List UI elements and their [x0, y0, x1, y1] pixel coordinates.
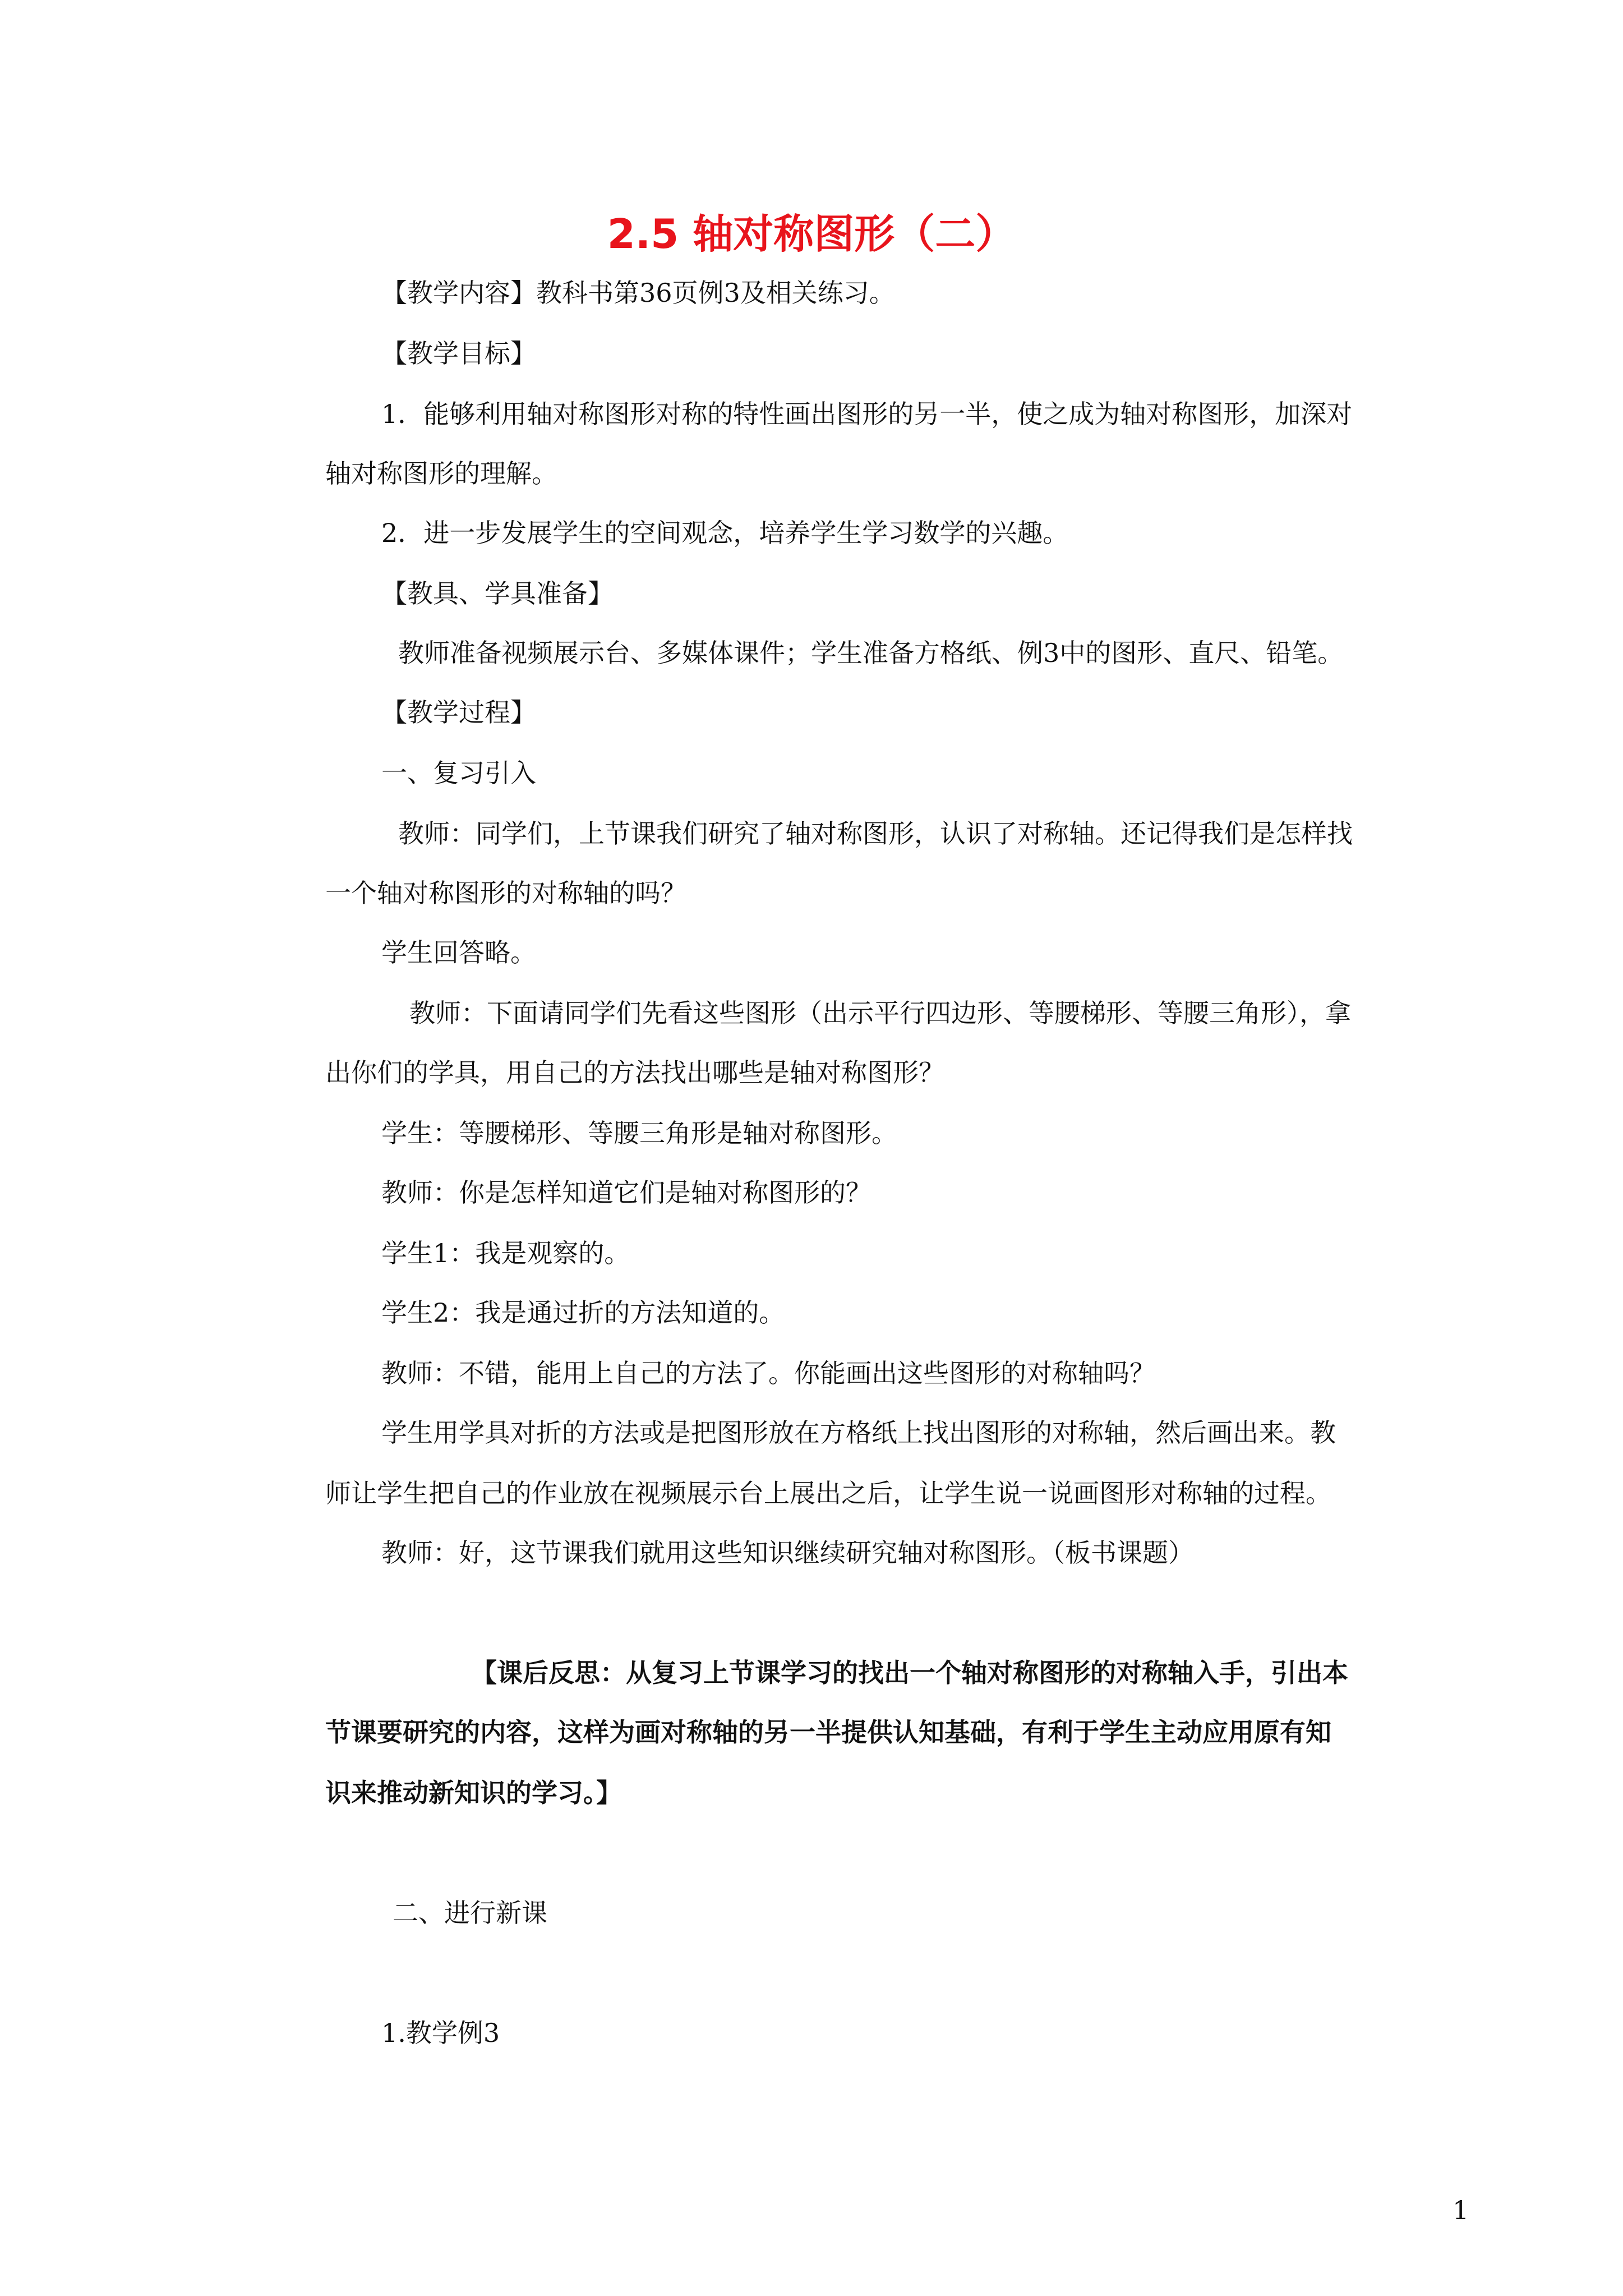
- teacher-line-2: 教师：下面请同学们先看这些图形（出示平行四边形、等腰梯形、等腰三角形），拿: [409, 998, 1351, 1028]
- materials-text: 教师准备视频展示台、多媒体课件；学生准备方格纸、例3中的图形、直尺、铅笔。: [398, 638, 1344, 668]
- section-materials-heading: 【教具、学具准备】: [381, 578, 614, 609]
- teacher-line-5: 教师：好，这节课我们就用这些知识继续研究轴对称图形。（板书课题）: [381, 1538, 1194, 1568]
- reflection-line-2: 节课要研究的内容，这样为画对称轴的另一半提供认知基础，有利于学生主动应用原有知: [325, 1717, 1331, 1747]
- example-3-heading: 1.教学例3: [381, 2018, 500, 2048]
- reflection-line-3: 识来推动新知识的学习。】: [325, 1778, 622, 1808]
- part-1-heading: 一、复习引入: [381, 758, 536, 788]
- section-process-heading: 【教学过程】: [381, 697, 536, 728]
- activity-line-2: 师让学生把自己的作业放在视频展示台上展出之后，让学生说一说画图形对称轴的过程。: [325, 1478, 1331, 1508]
- teacher-line-1: 教师：同学们，上节课我们研究了轴对称图形，认识了对称轴。还记得我们是怎样找: [398, 818, 1353, 849]
- goal-1-line-1: 1．能够利用轴对称图形对称的特性画出图形的另一半，使之成为轴对称图形，加深对: [381, 399, 1353, 429]
- teacher-line-4: 教师：不错，能用上自己的方法了。你能画出这些图形的对称轴吗？: [381, 1358, 1155, 1388]
- teaching-content: 【教学内容】教科书第36页例3及相关练习。: [381, 278, 895, 308]
- student-1-line: 学生1：我是观察的。: [381, 1238, 630, 1268]
- teacher-line-1-cont: 一个轴对称图形的对称轴的吗？: [325, 878, 686, 908]
- lesson-title: 2.5 轴对称图形（二）: [607, 210, 1016, 257]
- section-goals-heading: 【教学目标】: [381, 338, 536, 369]
- student-answer-omitted: 学生回答略。: [381, 937, 536, 968]
- teacher-line-3: 教师：你是怎样知道它们是轴对称图形的？: [381, 1177, 872, 1208]
- page-number: 1: [1453, 2195, 1469, 2225]
- activity-line-1: 学生用学具对折的方法或是把图形放在方格纸上找出图形的对称轴，然后画出来。教: [381, 1418, 1336, 1448]
- student-2-line: 学生2：我是通过折的方法知道的。: [381, 1297, 785, 1328]
- reflection-line-1: 【课后反思：从复习上节课学习的找出一个轴对称图形的对称轴入手，引出本: [471, 1658, 1348, 1688]
- goal-2: 2．进一步发展学生的空间观念，培养学生学习数学的兴趣。: [381, 518, 1069, 548]
- teacher-line-2-cont: 出你们的学具，用自己的方法找出哪些是轴对称图形？: [325, 1057, 944, 1088]
- student-line-1: 学生：等腰梯形、等腰三角形是轴对称图形。: [381, 1118, 897, 1148]
- part-2-heading: 二、进行新课: [393, 1898, 547, 1928]
- goal-1-line-2: 轴对称图形的理解。: [325, 458, 557, 489]
